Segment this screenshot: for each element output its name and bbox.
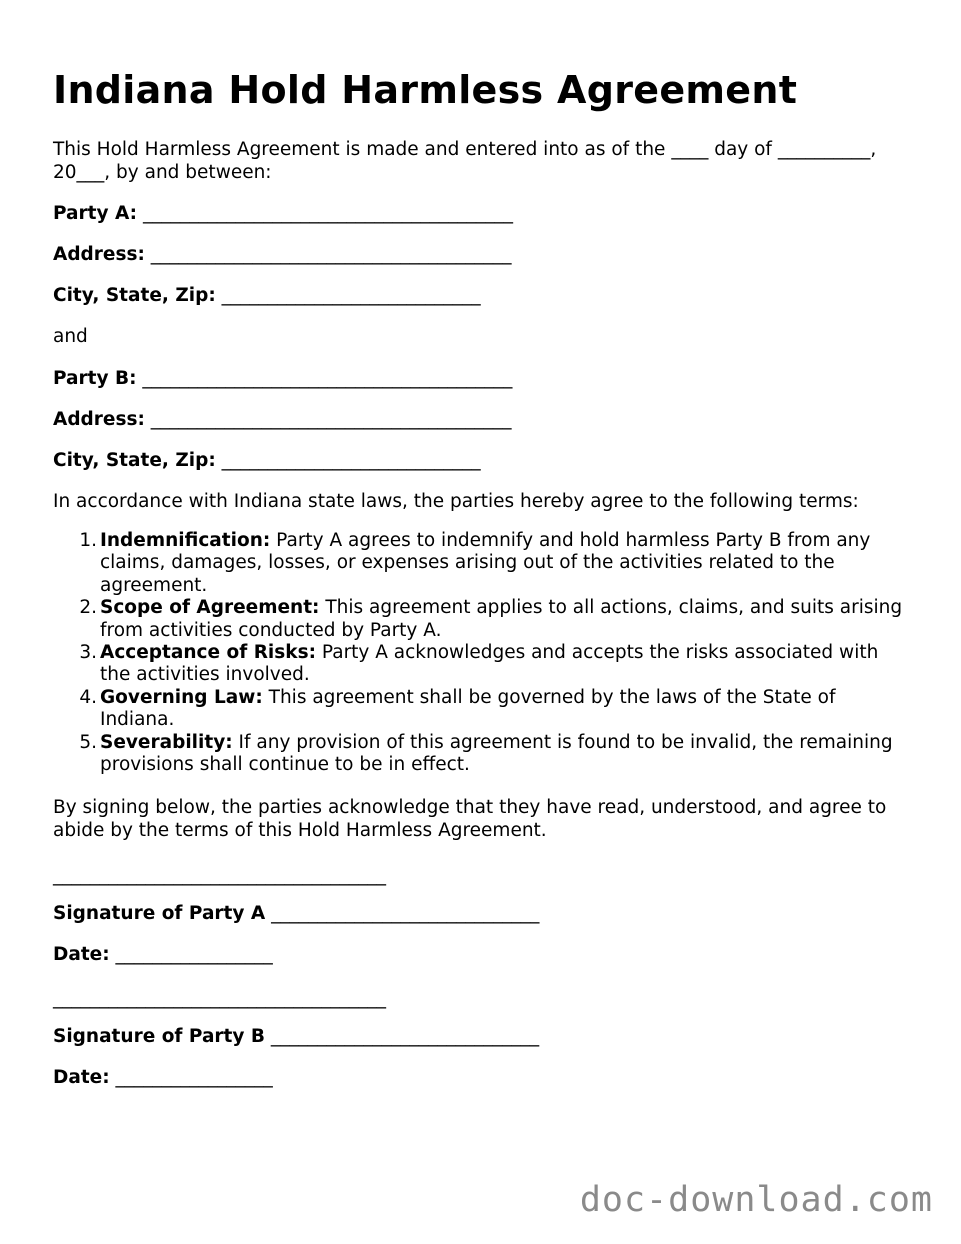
party-a-csz-field	[53, 284, 481, 308]
term-heading: Scope of Agreement:	[100, 597, 320, 619]
intro-paragraph: This Hold Harmless Agreement is made and entered into as of the ____ day of __________, 20___, by and between:	[53, 139, 877, 183]
date-party-a-blank: _________________	[115, 944, 273, 965]
signature-party-b-label: Signature of Party B	[53, 1026, 266, 1047]
party-a-address-blank: _______________________________________	[150, 244, 512, 265]
party-a-csz-blank: ____________________________	[221, 285, 481, 306]
term-heading: Severability:	[100, 731, 233, 753]
term-item	[53, 530, 913, 597]
signature-party-b-field	[53, 1025, 539, 1049]
date-party-a-field	[53, 943, 273, 967]
party-b-name-label: Party B:	[53, 368, 137, 389]
term-text: Party A agrees to indemnify and hold harmless Party B from any claims, damages, losses, or expenses arising out of the activities related to the agreement.	[100, 530, 871, 596]
party-a-address-label: Address:	[53, 244, 145, 265]
terms-intro: In accordance with Indiana state laws, the parties hereby agree to the following terms:	[53, 491, 859, 512]
party-b-address-blank: _______________________________________	[150, 409, 512, 430]
term-text: Party A acknowledges and accepts the risks associated with the activities involved.	[100, 642, 879, 686]
signature-line-b: ____________________________________	[53, 988, 386, 1009]
term-heading: Governing Law:	[100, 686, 263, 708]
term-number: 4.	[79, 686, 97, 708]
term-heading: Indemnification:	[100, 530, 271, 551]
date-party-a-label: Date:	[53, 944, 110, 965]
term-number: 2.	[79, 597, 97, 619]
signature-party-a-label: Signature of Party A	[53, 903, 266, 924]
signature-party-b-blank: _____________________________	[270, 1026, 540, 1047]
date-party-b-label: Date:	[53, 1067, 110, 1088]
term-number: 3.	[79, 642, 97, 664]
party-b-csz-blank: ____________________________	[221, 450, 481, 471]
party-a-name-blank: ________________________________________	[142, 203, 513, 224]
term-text: If any provision of this agreement is found to be invalid, the remaining provisions shall continue to be in effect.	[100, 731, 893, 776]
party-a-csz-label: City, State, Zip:	[53, 285, 216, 306]
term-item	[53, 732, 913, 777]
term-heading: Acceptance of Risks:	[100, 642, 317, 664]
term-item	[53, 642, 913, 687]
term-item	[53, 687, 913, 732]
signature-party-a-field	[53, 902, 539, 926]
terms-list	[53, 530, 913, 776]
term-number: 1.	[79, 530, 97, 551]
term-number: 5.	[79, 731, 97, 753]
party-a-name-label: Party A:	[53, 203, 138, 224]
party-b-address-field	[53, 408, 512, 432]
and-text: and	[53, 326, 88, 347]
party-a-address-field	[53, 243, 512, 267]
document-title: Indiana Hold Harmless Agreement	[53, 68, 798, 112]
party-b-csz-field	[53, 449, 481, 473]
party-b-address-label: Address:	[53, 409, 145, 430]
date-party-b-field	[53, 1066, 273, 1090]
watermark: doc-download.com	[579, 1180, 933, 1220]
term-text: This agreement shall be governed by the laws of the State of Indiana.	[100, 686, 836, 731]
party-a-name-field	[53, 202, 513, 226]
signature-line-a: ____________________________________	[53, 865, 386, 886]
date-party-b-blank: _________________	[115, 1067, 273, 1088]
signature-party-a-blank: _____________________________	[271, 903, 540, 924]
term-text: This agreement applies to all actions, claims, and suits arising from activities conducted by Party A.	[100, 597, 903, 641]
term-item	[53, 597, 913, 642]
closing-paragraph: By signing below, the parties acknowledge that they have read, understood, and agree to abide by the terms of this Hold Harmless Agreement.	[53, 797, 887, 841]
party-b-name-field	[53, 367, 512, 391]
party-b-name-blank: ________________________________________	[142, 368, 513, 389]
party-b-csz-label: City, State, Zip:	[53, 450, 216, 471]
